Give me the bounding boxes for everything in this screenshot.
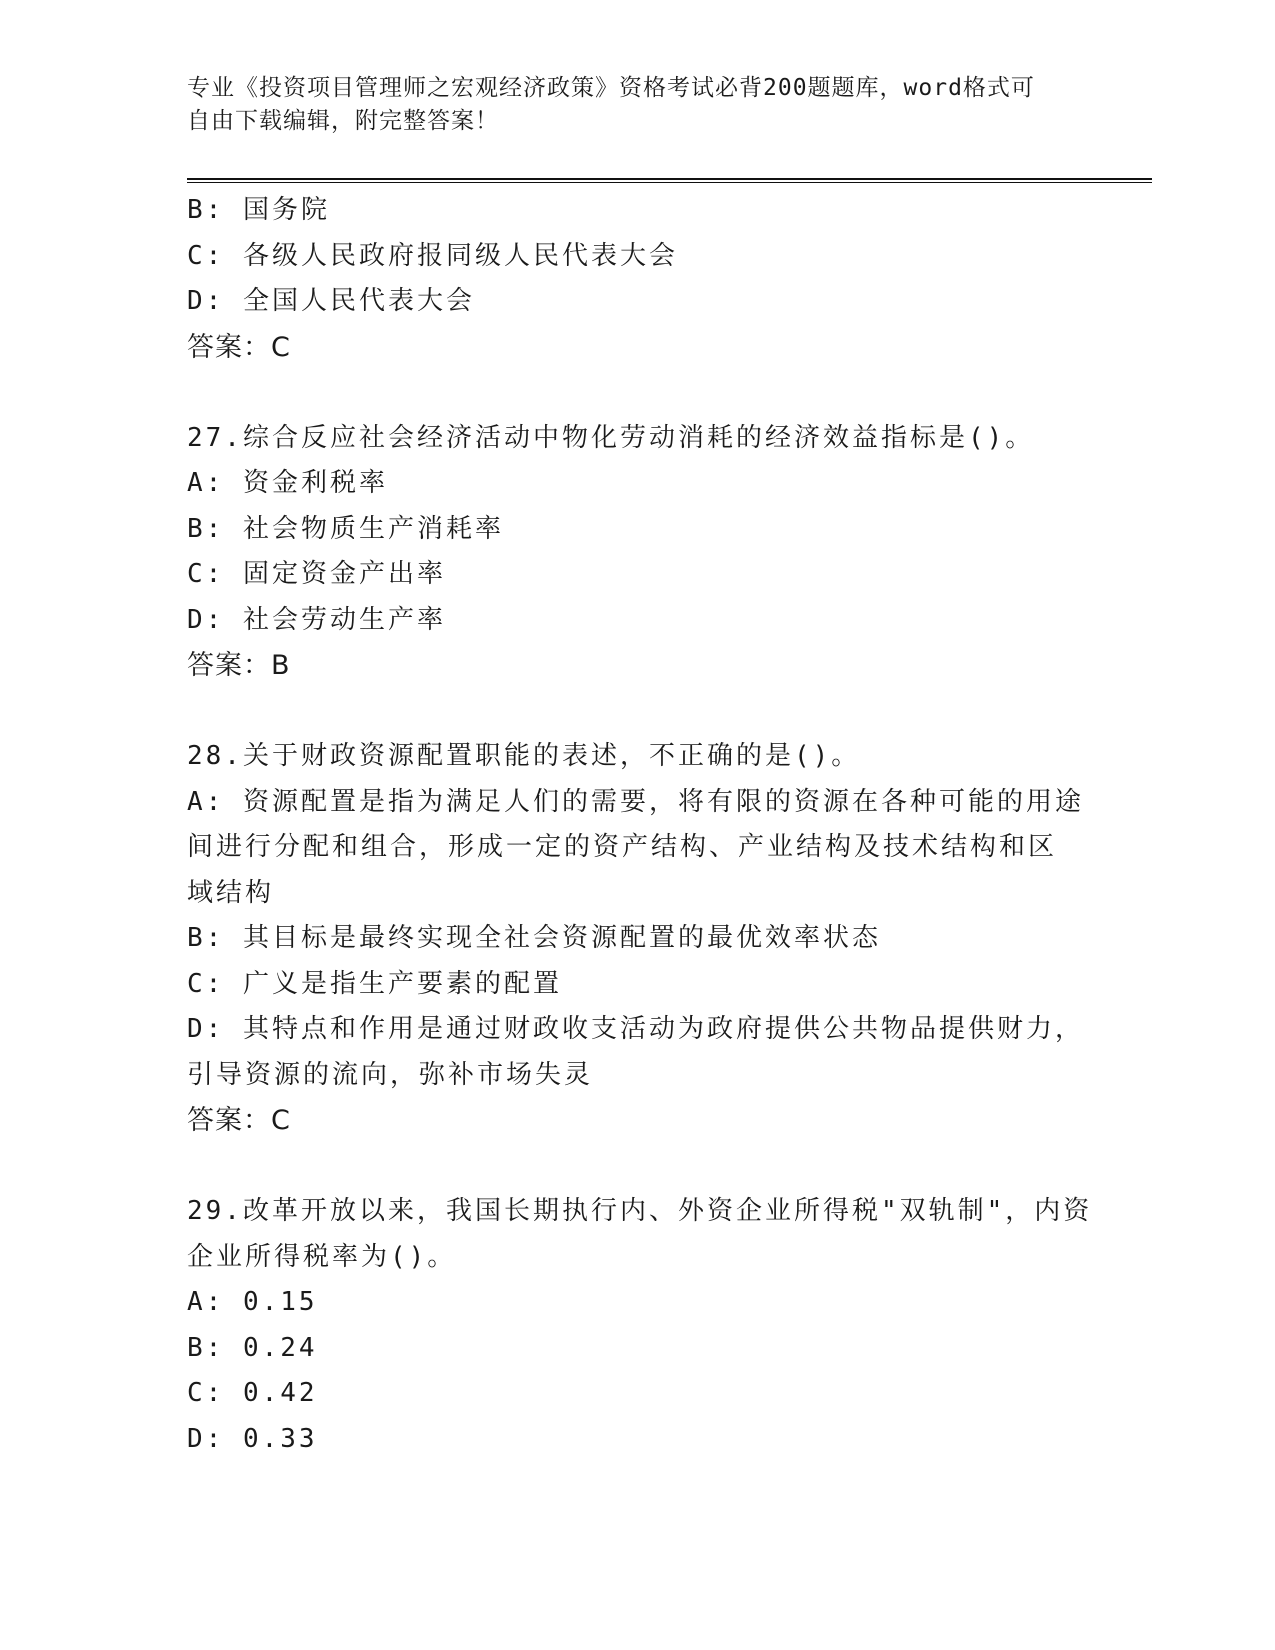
option-d: D: 社会劳动生产率 — [187, 604, 446, 635]
question-block-29 — [187, 1189, 1093, 1462]
question-stem: 29.改革开放以来，我国长期执行内、外资企业所得税"双轨制"，内资 — [187, 1196, 1093, 1226]
header-line-1: 专业《投资项目管理师之宏观经济政策》资格考试必背200题题库，word格式可 — [187, 75, 1035, 101]
question-block-26 — [187, 188, 1087, 370]
answer-line: 答案：B — [187, 650, 291, 681]
option-c: C: 广义是指生产要素的配置 — [187, 968, 562, 999]
question-block-27 — [187, 416, 1087, 689]
option-a: A: 资源配置是指为满足人们的需要，将有限的资源在各种可能的用途 — [187, 786, 1084, 817]
option-c: C: 各级人民政府报同级人民代表大会 — [187, 240, 678, 271]
header-line-2: 自由下载编辑，附完整答案！ — [187, 108, 499, 134]
option-a-continued: 域结构 — [187, 877, 275, 908]
option-d: D: 全国人民代表大会 — [187, 286, 475, 316]
answer-line: 答案：C — [187, 331, 291, 363]
option-c: C: 0.42 — [187, 1378, 318, 1408]
question-list — [187, 188, 1093, 1462]
spacer — [187, 1144, 1087, 1190]
question-stem: 28.关于财政资源配置职能的表述，不正确的是()。 — [187, 741, 861, 771]
question-block-28 — [187, 734, 1087, 1144]
document-header — [187, 72, 1087, 138]
header-divider — [187, 178, 1152, 183]
option-d: D: 0.33 — [187, 1423, 318, 1454]
question-stem-continued: 企业所得税率为()。 — [187, 1241, 457, 1272]
option-d: D: 其特点和作用是通过财政收支活动为政府提供公共物品提供财力， — [187, 1014, 1084, 1044]
option-b: B: 0.24 — [187, 1332, 318, 1363]
option-a: A: 0.15 — [187, 1287, 318, 1317]
option-d-continued: 引导资源的流向，弥补市场失灵 — [187, 1059, 594, 1090]
option-b: B: 国务院 — [187, 195, 330, 225]
answer-line: 答案：C — [187, 1105, 291, 1136]
option-b: B: 社会物质生产消耗率 — [187, 513, 504, 544]
spacer — [187, 689, 1087, 735]
spacer — [187, 370, 1087, 416]
option-a-continued: 间进行分配和组合，形成一定的资产结构、产业结构及技术结构和区 — [187, 832, 1058, 862]
option-b: B: 其目标是最终实现全社会资源配置的最优效率状态 — [187, 923, 881, 953]
question-stem: 27.综合反应社会经济活动中物化劳动消耗的经济效益指标是()。 — [187, 422, 1035, 453]
option-a: A: 资金利税率 — [187, 468, 388, 498]
option-c: C: 固定资金产出率 — [187, 559, 446, 589]
